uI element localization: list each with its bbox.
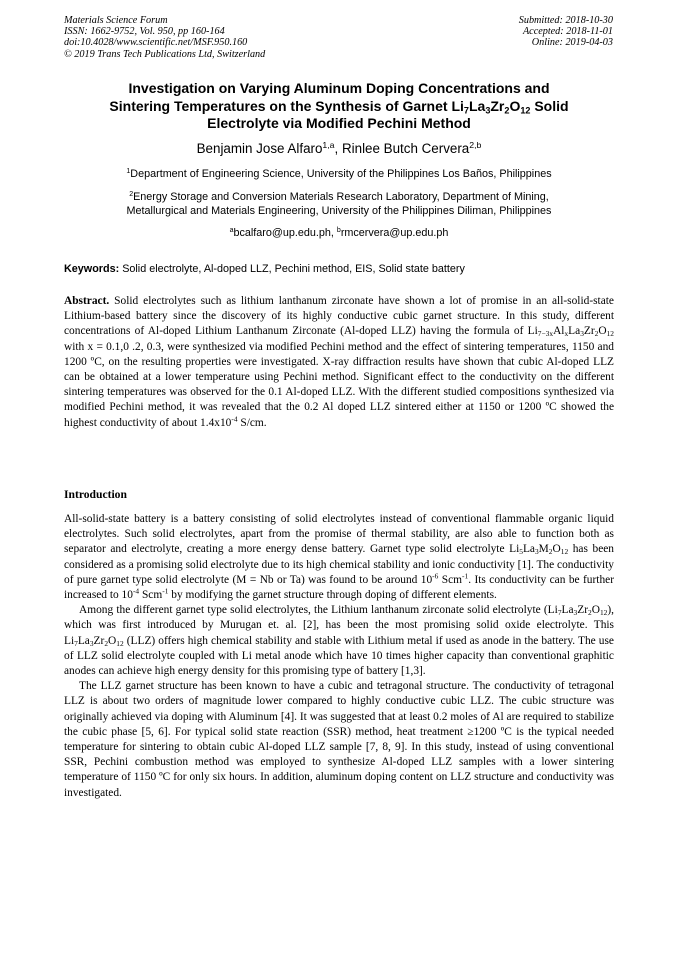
introduction-body bbox=[64, 512, 614, 801]
paragraph-text: has been considered as a promising solid electrolyte due to its high chemical stability and ionic conductivity [1]. The conductivity of pure garnet type solid electrolyte (M = Nb or Ta) was found to be around 10 bbox=[64, 543, 614, 586]
paragraph-text: Zr bbox=[577, 604, 588, 617]
subscript: 2 bbox=[104, 638, 109, 648]
paragraph-text: Scm bbox=[438, 573, 463, 586]
subscript: 3 bbox=[485, 104, 491, 115]
superscript: -1 bbox=[462, 571, 469, 581]
superscript: 1 bbox=[126, 167, 131, 175]
abstract bbox=[64, 294, 614, 431]
subscript: 7 bbox=[74, 638, 78, 648]
subscript: 7 bbox=[463, 104, 469, 115]
title-line-1: Investigation on Varying Aluminum Doping Concentrations and bbox=[128, 80, 550, 96]
online-date: Online: 2019-04-03 bbox=[531, 37, 613, 49]
subscript: 2 bbox=[594, 329, 599, 339]
superscript: -4 bbox=[231, 414, 238, 424]
paragraph-text: La bbox=[522, 543, 535, 556]
subscript: 7−3x bbox=[537, 329, 554, 339]
affiliation-text: Department of Engineering Science, University of the Philippines Los Baños, Philippines bbox=[130, 168, 552, 180]
abstract-text: Zr bbox=[583, 325, 595, 338]
paragraph-text: . Its conductivity can be further increased to 10 bbox=[64, 573, 614, 602]
title-text: Zr bbox=[490, 97, 505, 114]
journal-copyright: © 2019 Trans Tech Publications Ltd, Switzerland bbox=[64, 48, 266, 60]
journal-header bbox=[64, 15, 265, 60]
subscript: 5 bbox=[519, 547, 523, 557]
title-text: O bbox=[509, 97, 521, 114]
author-list bbox=[64, 141, 614, 157]
affiliation-1 bbox=[64, 167, 614, 181]
subscript: 12 bbox=[520, 104, 531, 115]
superscript: b bbox=[336, 226, 341, 234]
subscript: 7 bbox=[557, 608, 562, 618]
subscript: 12 bbox=[599, 608, 608, 618]
journal-name: Materials Science Forum bbox=[64, 15, 168, 26]
keywords-label: Keywords: bbox=[64, 263, 120, 275]
email-address: rmcervera@up.edu.ph bbox=[340, 227, 449, 239]
abstract-text: La bbox=[568, 325, 581, 338]
subscript: 12 bbox=[560, 547, 569, 557]
subscript: 12 bbox=[606, 329, 614, 339]
journal-doi: doi:10.4028/www.scientific.net/MSF.950.160 bbox=[64, 37, 248, 49]
subscript: x bbox=[564, 329, 569, 339]
subscript: 3 bbox=[89, 638, 94, 648]
subscript: 3 bbox=[573, 608, 578, 618]
submitted-date: Submitted: 2018-10-30 bbox=[518, 15, 613, 26]
superscript: 2,b bbox=[469, 139, 482, 150]
journal-issn: ISSN: 1662-9752, Vol. 950, pp 160-164 bbox=[64, 26, 225, 38]
paragraph-text: O bbox=[108, 634, 117, 647]
superscript: -4 bbox=[132, 586, 140, 596]
paragraph-text: La bbox=[561, 604, 574, 617]
paragraph bbox=[64, 512, 614, 603]
paragraph-text: All-solid-state battery is a battery consisting of solid electrolytes instead of conventional flammable organic liquid electrolytes. Such solid electrolytes, apart from the promise of thermal stability, are also able to function both as separator and electrolyte, creating a more energy dense battery. Garnet type solid electrolyte Li bbox=[64, 513, 614, 556]
title-text: La bbox=[468, 97, 486, 114]
paragraph-text: La bbox=[77, 634, 90, 647]
paragraph-text: (LLZ) offers high chemical stability and stable with Lithium metal if used as anode in the battery. The use of LLZ solid electrolyte coupled with Li metal anode which have 10 times higher capacity than conventional graphitic anodes can achieve high energy density for this promising type of battery [1,3]. bbox=[64, 634, 614, 678]
subscript: 2 bbox=[504, 104, 510, 115]
section-heading: Introduction bbox=[64, 488, 127, 501]
paragraph-text: Zr bbox=[93, 634, 105, 647]
abstract-text: Al bbox=[553, 325, 565, 338]
paragraph bbox=[64, 603, 614, 679]
subscript: 2 bbox=[588, 608, 592, 618]
superscript: 2 bbox=[129, 190, 134, 198]
abstract-text: O bbox=[598, 325, 607, 338]
separator: , bbox=[334, 141, 342, 156]
abstract-text: S/cm. bbox=[237, 416, 267, 429]
keywords bbox=[64, 262, 624, 276]
superscript: -6 bbox=[432, 571, 439, 581]
affiliation-text: Metallurgical and Materials Engineering, University of the Philippines Diliman, Philippines bbox=[126, 205, 552, 217]
paragraph-text: by modifying the garnet structure through doping of different elements. bbox=[168, 589, 497, 602]
paragraph-text: O bbox=[552, 543, 561, 556]
paragraph-text: Scm bbox=[139, 589, 163, 602]
subscript: 12 bbox=[116, 638, 124, 648]
superscript: -1 bbox=[162, 586, 169, 596]
paragraph: The LLZ garnet structure has been known to have a cubic and tetragonal structure. The conductivity of tetragonal LLZ is about two orders of magnitude lower compared to highly conductive cubic LLZ. The cubic structure was originally achieved via doping with Aluminum [4]. It was suggested that at least 0.2 moles of Al are required to stabilize the cubic phase [5, 6]. For typical solid state reaction (SSR) method, heat treatment ≥1200 ºC is the typical needed temperature for sintering to obtain cubic Al-doped LLZ sample [7, 8, 9]. In this study, instead of using conventional SSR, Pechini combustion method was employed to synthesize Al-doped LLZ samples with a lower sintering temperature of 1150 ºC for only six hours. In addition, aluminum doping content on LLZ structure and conductivity was investigated. bbox=[64, 680, 614, 799]
affiliation-text: Energy Storage and Conversion Materials Research Laboratory, Department of Mining, bbox=[133, 191, 549, 203]
email-address: bcalfaro@up.edu.ph, bbox=[233, 227, 337, 239]
superscript: a bbox=[229, 226, 234, 234]
submission-dates bbox=[519, 15, 613, 49]
title-line-3: Electrolyte via Modified Pechini Method bbox=[207, 115, 471, 132]
email-line bbox=[64, 226, 614, 240]
author-name: Rinlee Butch Cervera bbox=[341, 141, 470, 156]
abstract-text: with x = 0.1,0 .2, 0.3, were synthesized via modified Pechini method and the effect of sintering temperatures, 1150 and 1200 ºC, on the resulting properties were investigated. X-ray diffraction results have shown that cubic Al-doped LLZ can be obtained at a lower temperature using Pechini method. Significant effect to the conductivity on the different sintering temperatures was observed for the 0.1 Al-doped LLZ. With the different studied compositions synthesized via modified Pechini method, it was revealed that the 0.2 Al doped LLZ sintered either at 1150 or 1200 ºC showed the highest conductivity of about 1.4x10 bbox=[64, 340, 614, 429]
superscript: 1,a bbox=[322, 139, 335, 150]
paper-title bbox=[64, 80, 614, 133]
title-line-2 bbox=[64, 98, 614, 116]
keywords-text: Solid electrolyte, Al-doped LLZ, Pechini method, EIS, Solid state battery bbox=[119, 263, 465, 275]
paragraph-text: O bbox=[591, 604, 600, 617]
affiliation-2 bbox=[64, 190, 614, 218]
abstract-text: Solid electrolytes such as lithium lanthanum zirconate have shown a lot of promise in an all-solid-state Lithium-based battery since the discovery of its highly conductive cubic garnet structure. In this study, different concentrations of Al-doped Lithium Lanthanum Zirconate (Al-doped LLZ) having the formula of Li bbox=[64, 295, 614, 338]
author-name: Benjamin Jose Alfaro bbox=[196, 141, 323, 156]
subscript: 3 bbox=[580, 329, 584, 339]
paragraph-text: Among the different garnet type solid electrolytes, the Lithium lanthanum zirconate solid electrolyte (Li bbox=[79, 604, 558, 617]
accepted-date: Accepted: 2018-11-01 bbox=[522, 26, 613, 38]
title-text: Solid bbox=[530, 97, 569, 114]
paragraph-text: ), which was first introduced by Murugan et. al. [2], has been the most promising solid oxide electrolyte. This Li bbox=[64, 604, 614, 647]
paragraph-text: M bbox=[538, 543, 549, 556]
abstract-label: Abstract. bbox=[64, 295, 110, 307]
subscript: 3 bbox=[534, 547, 539, 557]
title-text: Sintering Temperatures on the Synthesis of Garnet Li bbox=[109, 97, 464, 114]
subscript: 2 bbox=[548, 547, 553, 557]
